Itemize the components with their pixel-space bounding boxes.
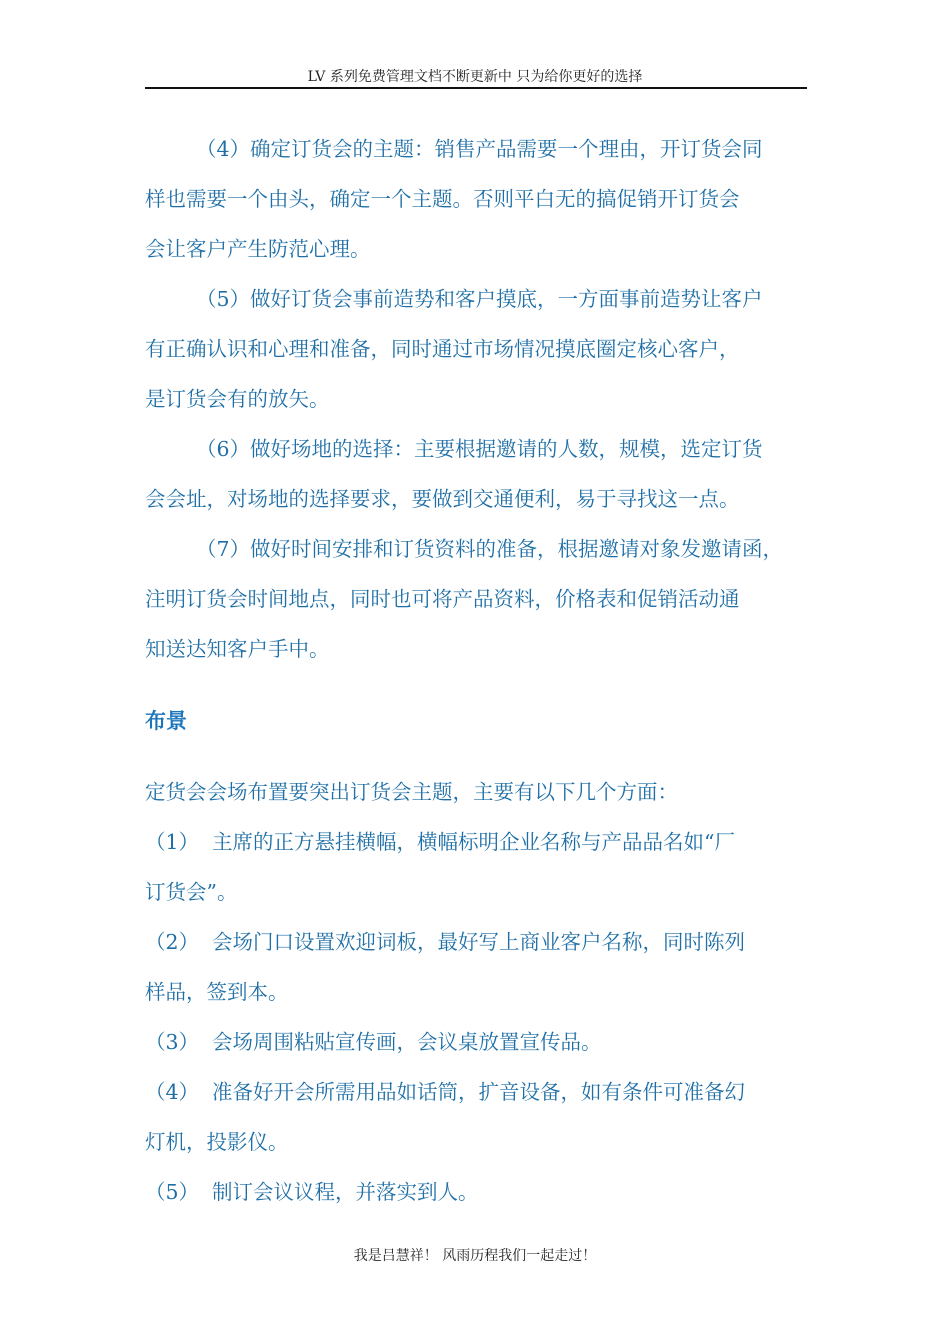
paragraph-line: 有正确认识和心理和准备，同时通过市场情况摸底圈定核心客户，: [145, 337, 740, 361]
paragraph-line: （7）做好时间安排和订货资料的准备，根据邀请对象发邀请函，: [196, 537, 784, 561]
paragraph-7: [145, 524, 815, 674]
paragraph-line: （6）做好场地的选择：主要根据邀请的人数，规模，选定订货: [196, 437, 763, 461]
item-number: （1）: [145, 830, 200, 854]
list-item: [145, 917, 815, 1017]
intro-line: 定货会会场布置要突出订货会主题，主要有以下几个方面：: [145, 780, 678, 804]
paragraph-6: [145, 424, 815, 524]
paragraph-line: （4）确定订货会的主题：销售产品需要一个理由，开订货会同: [196, 137, 763, 161]
list-item: [145, 1017, 815, 1067]
item-number: （3）: [145, 1030, 200, 1054]
item-number: （2）: [145, 930, 200, 954]
item-text: 会场门口设置欢迎词板，最好写上商业客户名称，同时陈列: [212, 930, 745, 954]
paragraph-line: 样也需要一个由头，确定一个主题。否则平白无的搞促销开订货会: [145, 187, 740, 211]
list-item: [145, 1167, 815, 1217]
list-item: [145, 817, 815, 917]
item-number: （5）: [145, 1180, 200, 1204]
item-text: 制订会议议程，并落实到人。: [212, 1180, 479, 1204]
item-text: 会场周围粘贴宣传画，会议桌放置宣传品。: [212, 1030, 602, 1054]
paragraph-line: 会让客户产生防范心理。: [145, 237, 371, 261]
item-text: 主席的正方悬挂横幅，横幅标明企业名称与产品品名如“厂: [212, 830, 735, 854]
header-divider: [145, 87, 807, 89]
page-footer: 我是吕慧祥！ 风雨历程我们一起走过！: [353, 1248, 597, 1264]
page-header: LV 系列免费管理文档不断更新中 只为给你更好的选择: [307, 69, 643, 85]
paragraph-line: 知送达知客户手中。: [145, 637, 330, 661]
paragraph-line: 注明订货会时间地点，同时也可将产品资料，价格表和促销活动通: [145, 587, 740, 611]
paragraph-5: [145, 274, 815, 424]
layout-list: [145, 767, 815, 1217]
item-text: 准备好开会所需用品如话筒，扩音设备，如有条件可准备幻: [212, 1080, 745, 1104]
paragraph-line: （5）做好订货会事前造势和客户摸底，一方面事前造势让客户: [196, 287, 763, 311]
paragraph-4: [145, 124, 815, 274]
numbered-paragraphs: [145, 124, 815, 674]
paragraph-line: 会会址，对场地的选择要求，要做到交通便利，易于寻找这一点。: [145, 487, 740, 511]
list-item: [145, 1067, 815, 1167]
section-heading: 布景: [145, 709, 187, 733]
item-number: （4）: [145, 1080, 200, 1104]
paragraph-line: 是订货会有的放矢。: [145, 387, 330, 411]
item-text-continued: 灯机，投影仪。: [145, 1130, 289, 1154]
item-text-continued: 样品，签到本。: [145, 980, 289, 1004]
item-text-continued: 订货会”。: [145, 880, 238, 904]
